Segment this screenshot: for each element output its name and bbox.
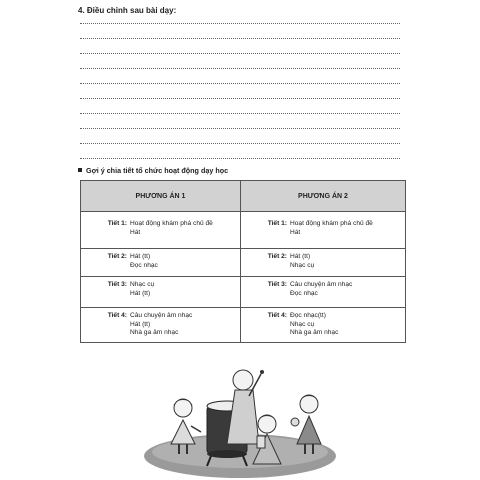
child-center-figure (227, 370, 264, 444)
period-label: Tiết 2: (267, 253, 287, 260)
table-header-row (81, 181, 406, 212)
lesson-plan-table (80, 180, 406, 343)
dotted-line (80, 53, 400, 54)
section-title: Gợi ý chia tiết tổ chức hoạt động dạy học (86, 166, 229, 175)
table-cell (81, 249, 241, 277)
activity: Đọc nhạc(tt) (290, 312, 326, 319)
activity: Đọc nhạc (290, 289, 318, 297)
table-cell (81, 212, 241, 249)
activity: Nhạc cụ (130, 281, 155, 288)
activity: Câu chuyện âm nhạc (130, 312, 193, 319)
activity: Hát (130, 228, 141, 236)
activity: Câu chuyện âm nhạc (290, 281, 353, 288)
period-label: Tiết 2: (107, 253, 127, 260)
activity: Hát (tt) (130, 253, 151, 260)
activity: Nhạc cụ (290, 320, 315, 328)
period-label: Tiết 1: (107, 220, 127, 227)
period-label: Tiết 4: (267, 312, 287, 319)
dotted-line (80, 23, 400, 24)
square-bullet-icon (78, 168, 82, 172)
table-row (81, 212, 406, 249)
dotted-line (80, 68, 400, 69)
activity: Nhạc cụ (290, 261, 315, 269)
activity: Hát (tt) (130, 289, 151, 297)
period-label: Tiết 1: (267, 220, 287, 227)
table-row (81, 308, 406, 343)
table-cell (241, 249, 406, 277)
table-row (81, 249, 406, 277)
period-label: Tiết 3: (267, 281, 287, 288)
dotted-line (80, 128, 400, 129)
table-cell (241, 308, 406, 343)
activity: Nhà ga âm nhạc (290, 329, 339, 337)
activity: Nhà ga âm nhạc (130, 329, 179, 337)
activity: Đọc nhạc (130, 261, 158, 269)
activity: Hát (tt) (290, 253, 311, 260)
header-option-2: PHƯƠNG ÁN 2 (241, 181, 406, 212)
table-row (81, 277, 406, 308)
activity: Hoạt động khám phá chủ đề (290, 220, 373, 227)
table-cell (81, 308, 241, 343)
section-title-row (78, 166, 228, 175)
table-cell (81, 277, 241, 308)
activity: Hát (tt) (130, 320, 151, 328)
dotted-line (80, 38, 400, 39)
period-label: Tiết 4: (107, 312, 127, 319)
dotted-line (80, 98, 400, 99)
heading: 4. Điều chỉnh sau bài dạy: (78, 6, 177, 15)
dotted-line (80, 83, 400, 84)
table-cell (241, 277, 406, 308)
table-cell (241, 212, 406, 249)
activity: Hát (290, 228, 301, 236)
header-option-1: PHƯƠNG ÁN 1 (81, 181, 241, 212)
dotted-line (80, 158, 400, 159)
period-label: Tiết 3: (107, 281, 127, 288)
dotted-line (80, 143, 400, 144)
children-music-illustration (135, 360, 355, 478)
dotted-line (80, 113, 400, 114)
activity: Hoạt động khám phá chủ đề (130, 220, 213, 227)
